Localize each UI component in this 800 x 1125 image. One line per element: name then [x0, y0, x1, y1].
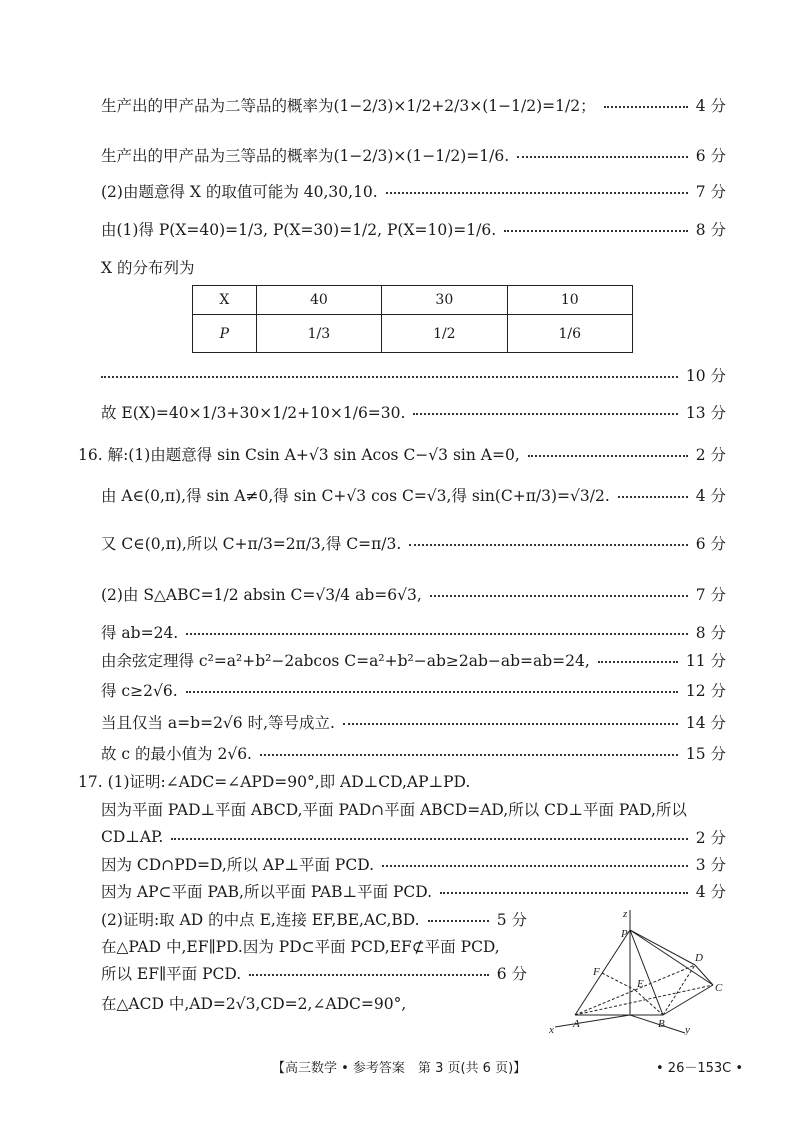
answer-line	[101, 180, 726, 202]
dot-leader	[428, 920, 489, 922]
dot-leader	[186, 691, 678, 693]
score: 6 分	[695, 535, 726, 553]
edge-AC	[575, 985, 713, 1015]
score: 7 分	[695, 586, 726, 604]
line-text: 因为平面 PAD⊥平面 ABCD,平面 PAD∩平面 ABCD=AD,所以 CD⊥平面 PAD,所以	[101, 801, 687, 819]
line-text: 生产出的甲产品为三等品的概率为(1−2/3)×(1−1/2)=1/6.	[101, 147, 510, 165]
score: 15 分	[685, 745, 726, 763]
score: 4 分	[695, 97, 726, 115]
line-text: 所以 EF∥平面 PCD.	[101, 965, 242, 983]
line-text: 因为 AP⊂平面 PAB,所以平面 PAB⊥平面 PCD.	[101, 883, 433, 901]
footer-code: • 26－153C •	[656, 1061, 744, 1076]
label-C: C	[715, 982, 723, 994]
score: 4 分	[695, 487, 726, 505]
dot-leader	[504, 230, 688, 232]
answer-line	[101, 532, 726, 554]
score: 8 分	[695, 624, 726, 642]
dot-leader	[598, 661, 678, 663]
line-text: 在△PAD 中,EF∥PD.因为 PD⊂平面 PCD,EF⊄平面 PCD,	[101, 938, 500, 956]
line-text: 由 A∈(0,π),得 sin A≠0,得 sin C+√3 cos C=√3,得 sin(C+π/3)=√3/2.	[101, 487, 610, 505]
dot-leader	[430, 595, 688, 597]
table-cell: 10	[507, 286, 632, 315]
answer-line	[101, 880, 726, 902]
table-row	[193, 286, 633, 315]
line-text: 故 c 的最小值为 2√6.	[101, 745, 252, 763]
line-text: 得 ab=24.	[101, 624, 179, 642]
line-text: 由(1)得 P(X=40)=1/3, P(X=30)=1/2, P(X=10)=1/6.	[101, 221, 497, 239]
answer-line	[101, 364, 726, 386]
label-x: x	[549, 1024, 554, 1035]
edge-PD	[630, 930, 695, 965]
score: 6 分	[496, 965, 527, 983]
label-E: E	[637, 978, 644, 990]
dot-leader	[528, 455, 688, 457]
score: 13 分	[685, 404, 726, 422]
line-text: 16. 解:(1)由题意得 sin Csin A+√3 sin Acos C−√3 sin A=0,	[78, 446, 520, 464]
edge-BC	[663, 985, 713, 1015]
dot-leader	[413, 413, 677, 415]
answer-line	[101, 583, 726, 605]
answer-line	[101, 144, 726, 166]
score: 7 分	[695, 183, 726, 201]
table-row	[193, 315, 633, 353]
score: 8 分	[695, 221, 726, 239]
table-cell: 1/6	[507, 315, 632, 353]
line-text: 故 E(X)=40×1/3+30×1/2+10×1/6=30.	[101, 404, 406, 422]
answer-line	[101, 908, 527, 930]
answer-line	[101, 962, 527, 984]
line-text: 当且仅当 a=b=2√6 时,等号成立.	[101, 714, 335, 732]
score: 6 分	[695, 147, 726, 165]
dot-leader	[517, 156, 688, 158]
score: 12 分	[685, 682, 726, 700]
dot-leader	[604, 106, 688, 108]
dot-leader	[382, 865, 688, 867]
score: 2 分	[695, 446, 726, 464]
score: 11 分	[685, 652, 726, 670]
table-cell: 1/3	[256, 315, 381, 353]
dot-leader	[101, 376, 678, 378]
dot-leader	[343, 723, 678, 725]
label-F: F	[593, 966, 600, 978]
line-text: 在△ACD 中,AD=2√3,CD=2,∠ADC=90°,	[101, 995, 407, 1013]
dot-leader	[440, 892, 688, 894]
line-text: 17. (1)证明:∠ADC=∠APD=90°,即 AD⊥CD,AP⊥PD.	[78, 773, 471, 791]
line-text: 得 c≥2√6.	[101, 682, 178, 700]
table-cell: X	[193, 286, 257, 315]
line-text: (2)由题意得 X 的取值可能为 40,30,10.	[101, 183, 378, 201]
line-text: 由余弦定理得 c²=a²+b²−2abcos C=a²+b²−ab≥2ab−ab=ab=24,	[101, 652, 590, 670]
line-text: (2)证明:取 AD 的中点 E,连接 EF,BE,AC,BD.	[101, 911, 420, 929]
label-z: z	[623, 908, 628, 920]
pyramid-figure	[545, 905, 735, 1035]
distribution-table	[192, 285, 633, 353]
line-text: 因为 CD∩PD=D,所以 AP⊥平面 PCD.	[101, 856, 374, 874]
score: 10 分	[685, 367, 726, 385]
line-text: (2)由 S△ABC=1/2 absin C=√3/4 ab=6√3,	[101, 586, 422, 604]
label-A: A	[573, 1018, 580, 1030]
x-axis	[555, 1015, 630, 1027]
score: 5 分	[496, 911, 527, 929]
line-text: 又 C∈(0,π),所以 C+π/3=2π/3,得 C=π/3.	[101, 535, 402, 553]
label-D: D	[695, 952, 703, 964]
dot-leader	[171, 838, 687, 840]
table-cell: 30	[382, 286, 507, 315]
line-text: CD⊥AP.	[101, 828, 164, 846]
answer-line	[101, 218, 726, 240]
answer-line	[101, 401, 726, 423]
score: 2 分	[695, 829, 726, 847]
answer-line	[101, 621, 726, 643]
dot-leader	[186, 633, 687, 635]
answer-line	[101, 935, 541, 957]
answer-line	[101, 679, 726, 701]
answer-line	[101, 798, 726, 820]
dot-leader	[618, 496, 688, 498]
answer-line	[78, 770, 726, 792]
score: 4 分	[695, 883, 726, 901]
score: 3 分	[695, 856, 726, 874]
answer-line	[101, 256, 726, 278]
answer-line	[101, 711, 726, 733]
answer-line	[101, 826, 726, 848]
label-y: y	[685, 1024, 690, 1035]
label-B: B	[658, 1018, 665, 1030]
answer-line	[78, 443, 726, 465]
dot-leader	[249, 974, 489, 976]
segment-BE	[635, 990, 663, 1015]
footer-center: 【高三数学 • 参考答案 第 3 页(共 6 页)】	[272, 1061, 527, 1076]
answer-line	[101, 742, 726, 764]
dot-leader	[409, 544, 687, 546]
dot-leader	[260, 754, 678, 756]
table-cell: 1/2	[382, 315, 507, 353]
dot-leader	[386, 192, 688, 194]
line-text: X 的分布列为	[101, 259, 195, 277]
answer-line	[101, 484, 726, 506]
answer-line	[101, 992, 541, 1014]
answer-line	[101, 94, 726, 116]
table-cell: 40	[256, 286, 381, 315]
answer-line	[101, 649, 726, 671]
label-P: P	[621, 928, 628, 940]
score: 14 分	[685, 714, 726, 732]
answer-line	[101, 853, 726, 875]
table-cell: P	[193, 315, 257, 353]
edge-PA	[575, 930, 630, 1015]
line-text: 生产出的甲产品为二等品的概率为(1−2/3)×1/2+2/3×(1−1/2)=1/2；	[101, 97, 596, 115]
